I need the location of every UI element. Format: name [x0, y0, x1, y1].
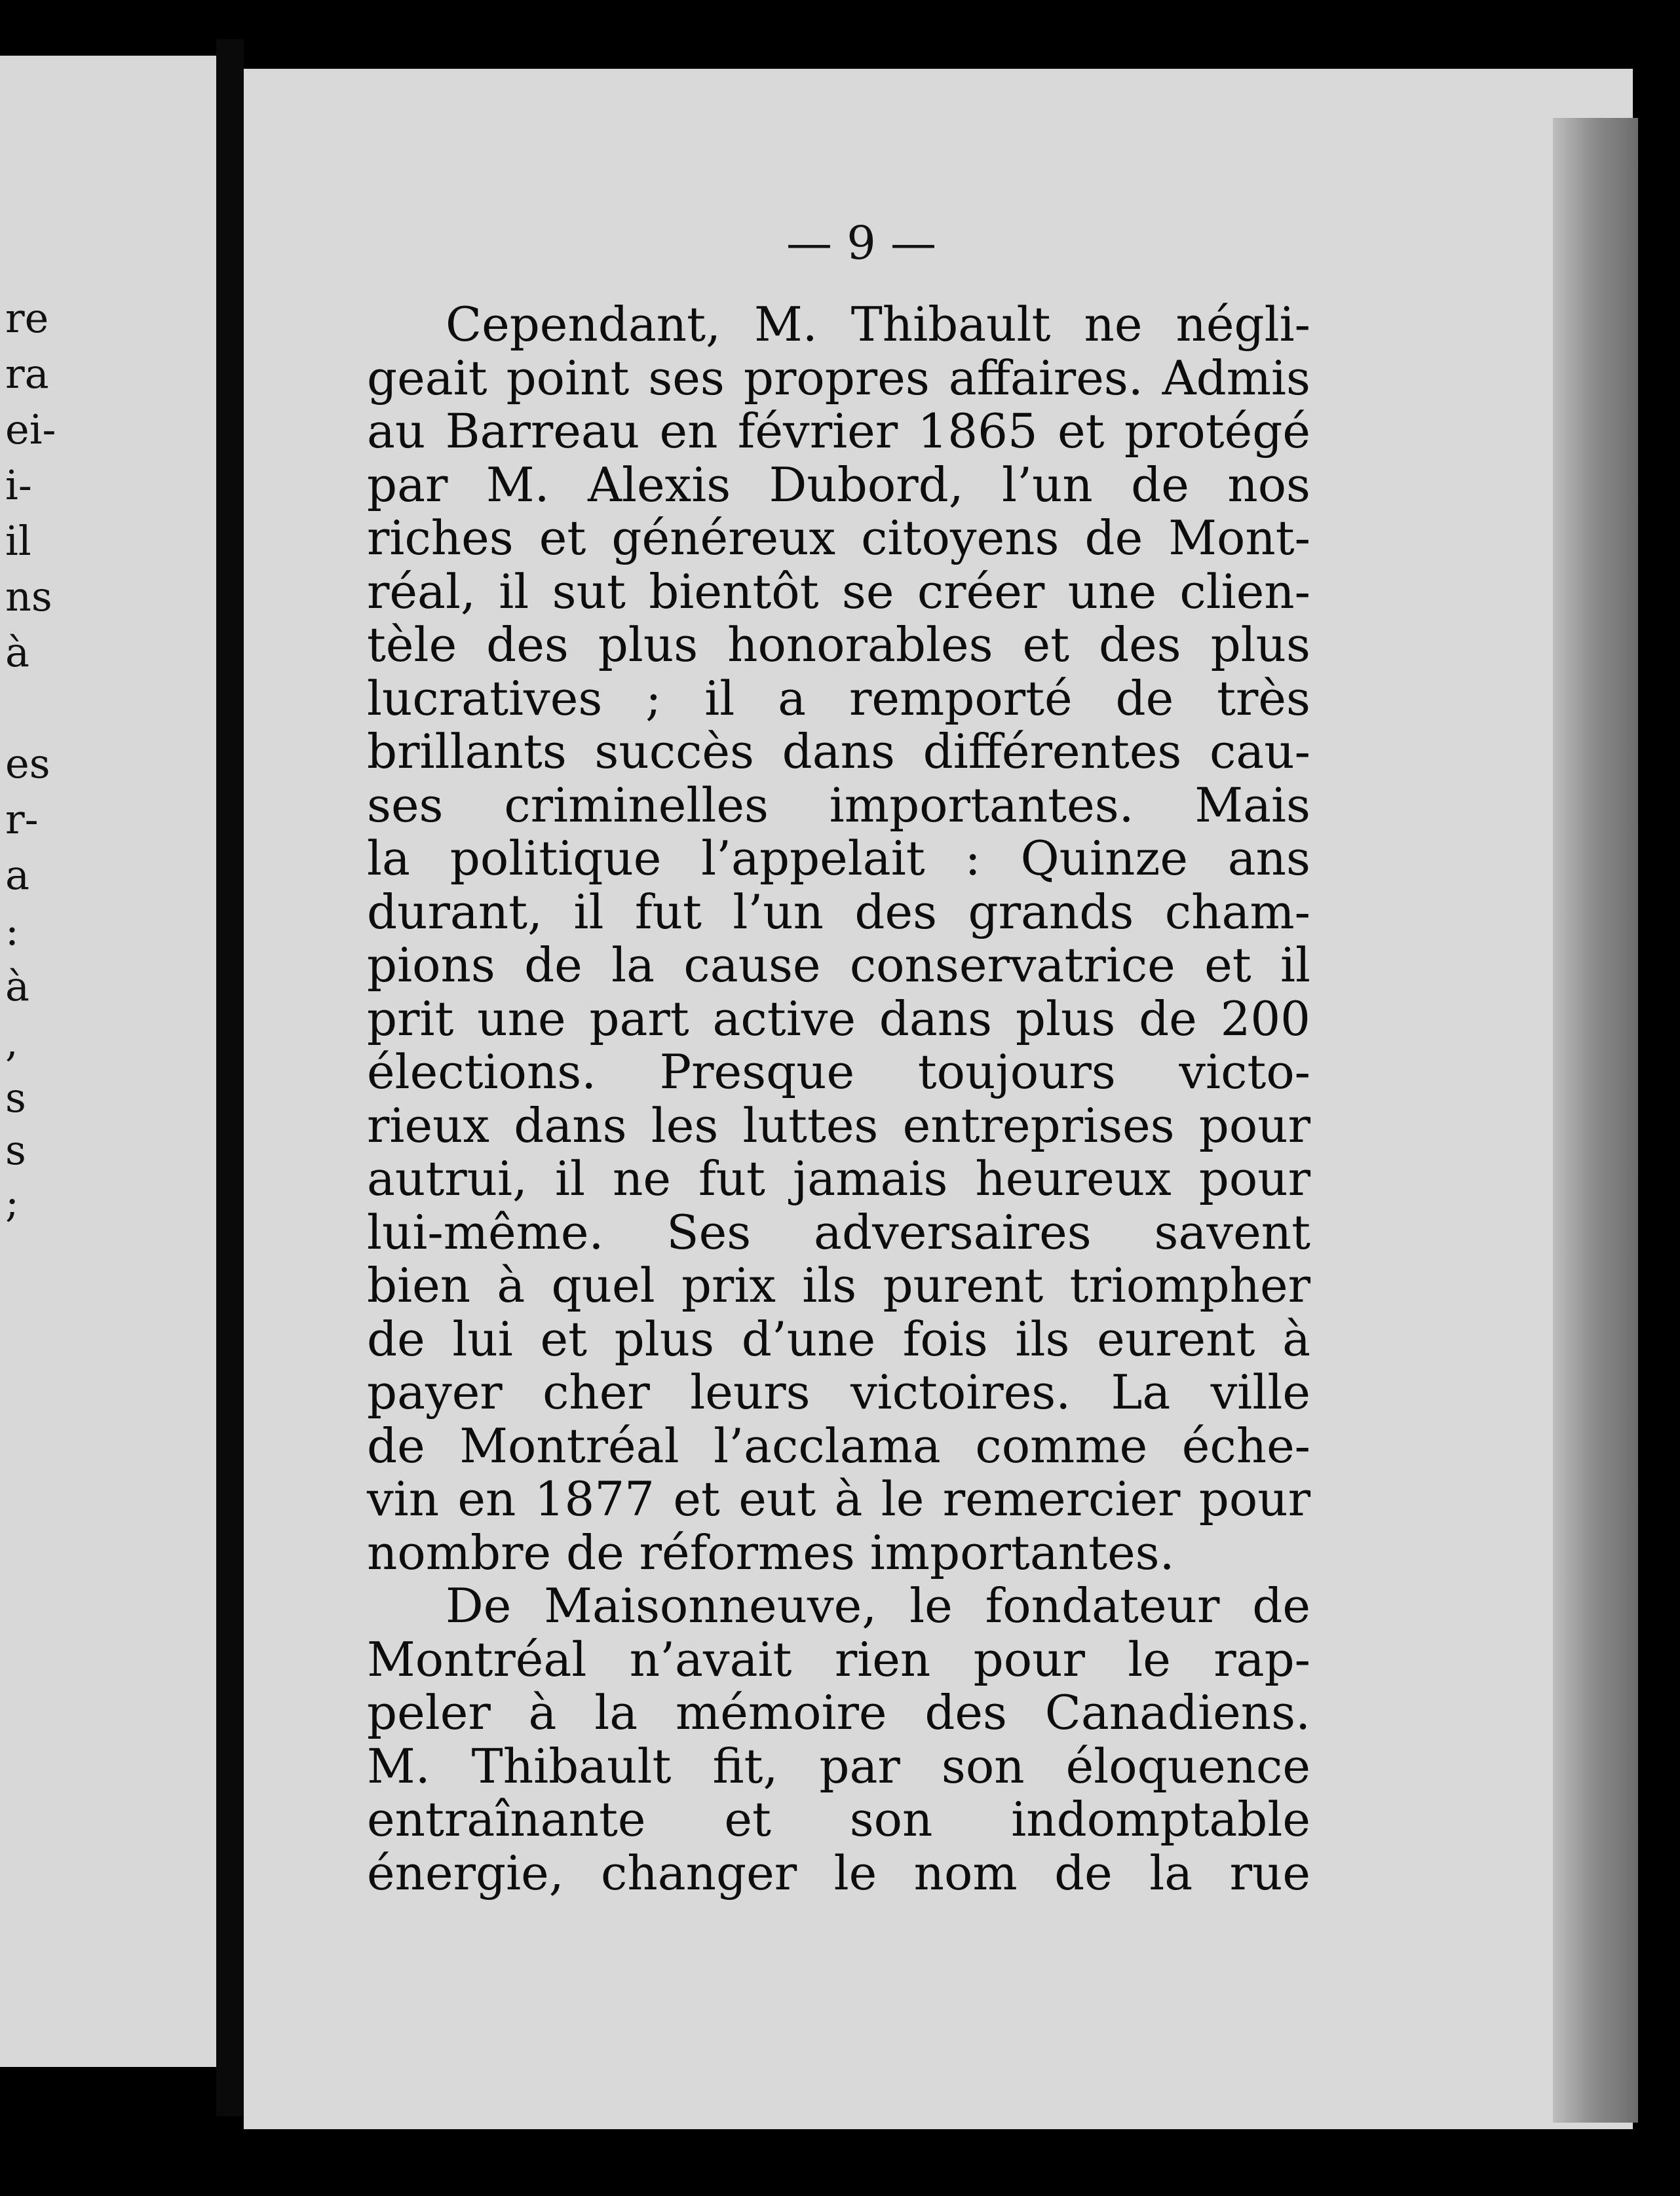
text-line: au Barreau en février 1865 et protégé: [367, 404, 1310, 459]
left-page-fragment: es: [5, 740, 50, 787]
text-line: énergie, changer le nom de la rue: [367, 1845, 1310, 1901]
left-page-fragment: a: [5, 851, 29, 899]
text-line: de lui et plus d’une fois ils eurent à: [367, 1311, 1310, 1367]
text-line: peler à la mémoire des Canadiens.: [367, 1685, 1310, 1740]
text-line: réal, il sut bientôt se créer une clien-: [367, 563, 1310, 619]
left-page-fragment: à: [5, 628, 29, 676]
left-page-fragment: ;: [5, 1179, 19, 1226]
text-line: entraînante et son indomptable: [367, 1792, 1310, 1847]
page-edge-shadow: [1553, 118, 1638, 2123]
text-line: lui-même. Ses adversaires savent: [367, 1204, 1310, 1260]
left-page-fragment: i-: [5, 461, 32, 509]
text-line: élections. Presque toujours victo-: [367, 1044, 1310, 1099]
text-line: bien à quel prix ils purent triompher: [367, 1258, 1310, 1313]
text-line: rieux dans les luttes entreprises pour: [367, 1097, 1310, 1153]
text-line: ses criminelles importantes. Mais: [367, 777, 1310, 833]
text-line: Cependant, M. Thibault ne négli-: [446, 297, 1310, 352]
text-line: tèle des plus honorables et des plus: [367, 617, 1310, 672]
page-number: — 9 —: [786, 216, 937, 270]
text-line: par M. Alexis Dubord, l’un de nos: [367, 457, 1310, 512]
text-line: geait point ses propres affaires. Admis: [367, 350, 1310, 406]
text-line: riches et généreux citoyens de Mont-: [367, 510, 1310, 565]
text-line: payer cher leurs victoires. La ville: [367, 1365, 1310, 1420]
text-line: Montréal n’avait rien pour le rap-: [367, 1631, 1310, 1687]
left-page-fragment: il: [5, 517, 31, 565]
text-line: pions de la cause conservatrice et il: [367, 937, 1310, 993]
text-line: durant, il fut l’un des grands cham-: [367, 884, 1310, 939]
text-line: prit une part active dans plus de 200: [367, 991, 1310, 1046]
body-text: [367, 298, 1310, 1900]
text-line: M. Thibault fit, par son éloquence: [367, 1738, 1310, 1794]
text-line: autrui, il ne fut jamais heureux pour: [367, 1151, 1310, 1206]
left-page-fragment: à: [5, 962, 29, 1010]
left-page-fragment: ns: [5, 573, 52, 620]
left-page-fragment: :: [5, 907, 19, 955]
left-page-fragment: s: [5, 1074, 26, 1122]
text-line: De Maisonneuve, le fondateur de: [446, 1578, 1310, 1633]
text-line: de Montréal l’acclama comme éche-: [367, 1418, 1310, 1473]
text-line: brillants succès dans différentes cau-: [367, 724, 1310, 779]
book-gutter: [216, 39, 244, 2116]
left-page-fragment: ei-: [5, 406, 56, 453]
left-facing-page: [0, 56, 221, 2067]
left-page-fragment: ra: [5, 350, 49, 398]
left-page-fragment: r-: [5, 795, 39, 843]
text-line: nombre de réformes importantes.: [367, 1524, 1175, 1580]
left-page-fragment: s: [5, 1126, 26, 1174]
text-line: vin en 1877 et eut à le remercier pour: [367, 1471, 1310, 1526]
left-page-fragment: ,: [5, 1018, 18, 1066]
text-line: la politique l’appelait : Quinze ans: [367, 831, 1310, 886]
left-page-fragment: re: [5, 294, 49, 342]
text-line: lucratives ; il a remporté de très: [367, 670, 1310, 726]
